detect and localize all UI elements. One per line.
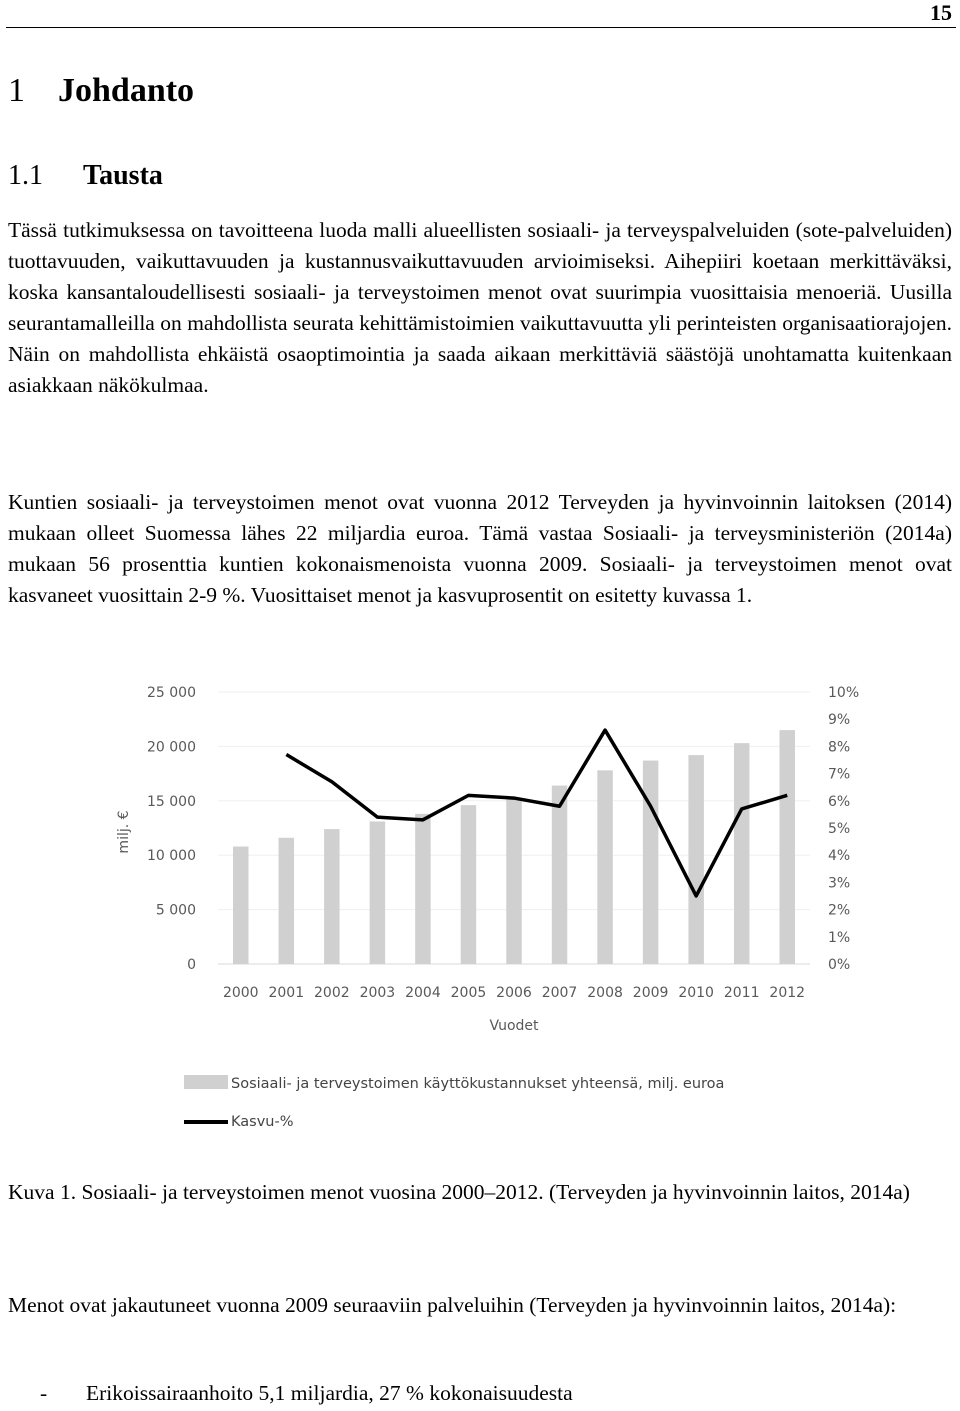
bar-2011 [734,743,749,964]
y2-tick-label: 10% [828,685,860,701]
chart-y-axis-label: milj. € [116,810,132,854]
bullet-marker: - [40,1381,48,1405]
page-number: 15 [930,0,952,25]
chart-bars [233,730,795,964]
y-tick-label: 20 000 [147,739,196,756]
y2-tick-label: 4% [828,848,851,865]
x-tick-label: 2000 [222,985,259,1001]
bar-2000 [233,846,248,964]
chart-legend [184,1075,724,1130]
figure-caption: Kuva 1. Sosiaali- ja terveystoimen menot vuosina 2000–2012. (Terveyden ja hyvinvoinnin laitos, 2014a) [8,1180,910,1204]
x-tick-label: 2008 [587,985,623,1001]
y2-tick-label: 7% [828,766,851,783]
paragraph-distribution: Menot ovat jakautuneet vuonna 2009 seuraaviin palveluihin (Terveyden ja hyvinvoinnin laitos, 2014a): [8,1293,897,1317]
chart-x-ticks [223,985,805,1001]
heading-1-title: Johdanto [58,72,195,109]
x-tick-label: 2004 [405,985,441,1001]
chart-growth-line [286,730,787,896]
heading-2 [8,160,163,192]
y2-tick-label: 9% [828,712,851,729]
y-tick-label: 5 000 [155,902,196,919]
paragraph-intro: Tässä tutkimuksessa on tavoitteena luoda malli alueellisten sosiaali- ja terveyspalveluiden (sote-palveluiden) tuottavuuden, vaikuttavuuden ja kustannusvaikuttavuuden arvioimiseksi. Aihepiiri koetaan merkittäväksi, koska kansantaloudellisesti sosiaali- ja terveystoimen menot ovat suurimpia vuosittaisia menoeriä. Uusilla seurantamalleilla on mahdollista seurata kehittämistoimien vaikuttavuutta yli perinteisten organisaatiorajojen. Näin on mahdollista ehkäistä osaoptimointia ja saada aikaan merkittäviä säästöjä unohtamatta kuitenkaan asiakkaan näkökulmaa. [8,218,952,397]
chart-y-ticks [147,685,196,973]
legend-label-line: Kasvu-% [231,1114,294,1130]
header-rule [6,27,956,28]
x-tick-label: 2009 [632,985,669,1001]
y2-tick-label: 2% [828,902,851,919]
x-tick-label: 2003 [359,985,396,1001]
y-tick-label: 0 [187,957,196,973]
bar-2009 [643,761,658,964]
heading-2-title: Tausta [83,160,163,191]
bar-2012 [779,730,794,964]
y-tick-label: 10 000 [147,848,196,865]
y2-tick-label: 8% [828,739,851,756]
y2-tick-label: 1% [828,929,851,946]
legend-swatch-bars [184,1075,228,1089]
bar-2001 [279,838,294,964]
bar-2006 [506,798,521,964]
bar-2007 [552,786,567,964]
chart-x-axis-label: Vuodet [489,1018,539,1034]
legend-label-bars: Sosiaali- ja terveystoimen käyttökustannukset yhteensä, milj. euroa [231,1076,725,1092]
bar-2005 [461,805,476,964]
bar-2002 [324,829,339,964]
y2-tick-label: 0% [828,957,851,973]
paragraph-costs: Kuntien sosiaali- ja terveystoimen menot ovat vuonna 2012 Terveyden ja hyvinvoinnin laitoksen (2014) mukaan olleet Suomessa lähes 22 miljardia euroa. Tämä vastaa Sosiaali- ja terveysministeriön (2014a) mukaan 56 prosenttia kuntien kokonaismenoista vuonna 2009. Sosiaali- ja terveystoimen menot ovat kasvaneet vuosittain 2-9 %. Vuosittaiset menot ja kasvuprosentit on esitetty kuvassa 1. [8,490,952,607]
heading-1 [8,72,194,110]
growth-line [286,730,787,896]
bullet-item [40,1378,573,1409]
chart-y2-ticks [828,685,859,973]
x-tick-label: 2002 [314,985,350,1001]
heading-2-number: 1.1 [8,160,43,191]
x-tick-label: 2005 [450,985,487,1001]
bullet-text: Erikoissairaanhoito 5,1 miljardia, 27 % kokonaisuudesta [86,1381,573,1405]
y2-tick-label: 6% [828,793,851,810]
x-tick-label: 2011 [723,985,760,1001]
x-tick-label: 2012 [769,985,806,1001]
bar-2004 [415,814,430,964]
x-tick-label: 2001 [268,985,305,1001]
costs-chart [100,672,880,1142]
bar-2003 [370,821,385,964]
bar-2008 [597,770,612,964]
bar-2010 [688,755,703,964]
y-tick-label: 15 000 [147,793,196,810]
y-tick-label: 25 000 [147,685,196,701]
x-tick-label: 2006 [496,985,532,1001]
heading-1-number: 1 [8,72,25,109]
x-tick-label: 2010 [678,985,714,1001]
y2-tick-label: 3% [828,875,851,892]
y2-tick-label: 5% [828,821,851,837]
x-tick-label: 2007 [541,985,578,1001]
